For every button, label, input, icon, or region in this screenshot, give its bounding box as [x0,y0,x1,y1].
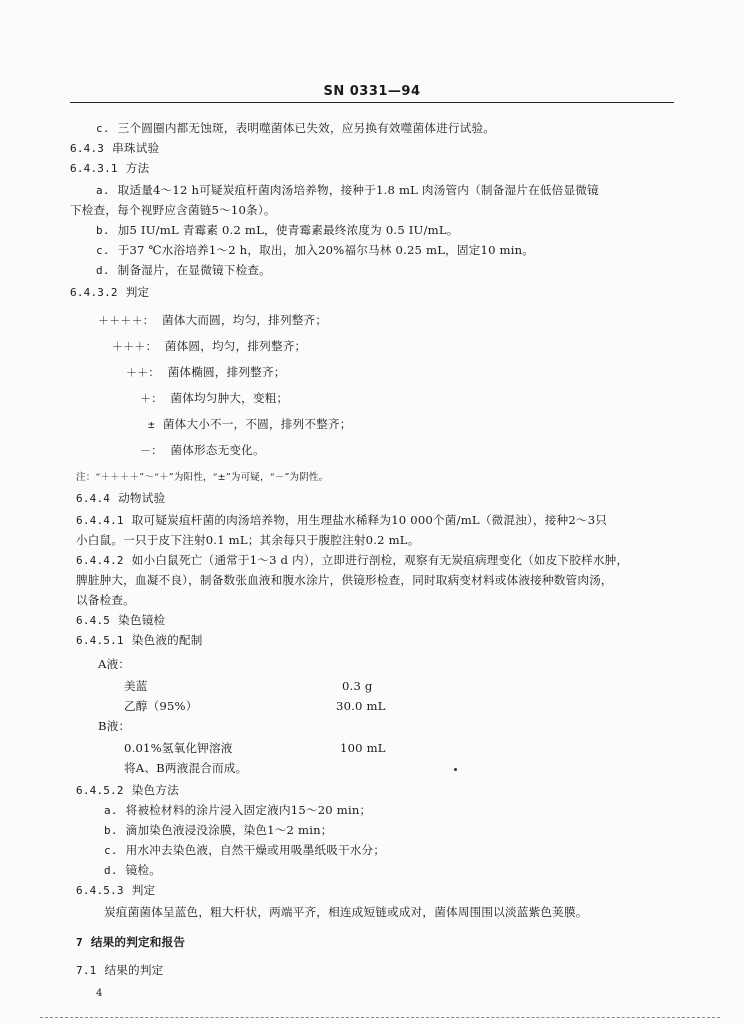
note: 注：“＋＋＋＋”～“＋”为阳性，“±”为可疑，“－”为阴性。 [76,472,329,483]
line-35: 6.4.5.3 判定 [76,883,156,897]
speck-mark [454,768,457,771]
line-12: ＋： 菌体均匀肿大，变粗； [140,391,289,405]
solution-b-label: B液： [98,719,131,733]
line-4: 下检查，每个视野应含菌链5～10条）。 [70,203,276,217]
scan-edge [40,1017,720,1018]
line-31: a. 将被检材料的涂片浸入固定液内15～20 min； [104,803,372,817]
line-14: －： 菌体形态无变化。 [140,443,265,457]
ingredient-amount: 0.3 g [342,679,373,693]
line-17: 6.4.4.1 取可疑炭疽杆菌的肉汤培养物，用生理盐水稀释为10 000个菌/mL（微混浊），接种2～3只 [76,513,608,527]
header-rule [70,102,674,103]
solution-a-label: A液： [98,657,131,671]
line-30: 6.4.5.2 染色方法 [76,783,179,797]
line-1: 6.4.3 串珠试验 [70,141,160,155]
line-6: c. 于37 ℃水浴培养1～2 h，取出，加入20%福尔马林 0.25 mL，固定10 min。 [96,243,535,257]
line-34: d. 镜检。 [104,863,162,877]
line-18: 小白鼠。一只于皮下注射0.1 mL；其余每只于腹腔注射0.2 mL。 [76,533,420,547]
ingredient-name: 乙醇（95%） [124,699,198,713]
line-8: 6.4.3.2 判定 [70,285,150,299]
line-10: ＋＋＋： 菌体圆，均匀，排列整齐； [112,339,307,353]
section-heading: 7 结果的判定和报告 [76,935,186,949]
line-9: ＋＋＋＋： 菌体大而圆，均匀，排列整齐； [98,313,328,327]
line-0: c. 三个圆圈内都无蚀斑，表明噬菌体已失效，应另换有效噬菌体进行试验。 [96,121,496,135]
ingredient-amount: 100 mL [340,741,386,755]
line-3: a. 取适量4～12 h可疑炭疽杆菌肉汤培养物，接种于1.8 mL 肉汤管内（制备湿片在低倍显微镜 [96,183,599,197]
ingredient-name: 0.01%氢氧化钾溶液 [124,741,233,755]
line-20: 脾脏肿大，血凝不良），制备数张血液和腹水涂片，供镜形检查，同时取病变材料或体液接种数管肉汤， [76,573,613,587]
line-11: ＋＋： 菌体椭圆，排列整齐； [126,365,286,379]
line-21: 以备检查。 [76,593,135,607]
line-32: b. 滴加染色液浸没涂膜，染色1～2 min； [104,823,333,837]
line-33: c. 用水冲去染色液，自然干燥或用吸墨纸吸干水分； [104,843,386,857]
line-38: 7.1 结果的判定 [76,963,164,977]
line-2: 6.4.3.1 方法 [70,161,150,175]
line-23: 6.4.5.1 染色液的配制 [76,633,203,647]
ingredient-amount: 30.0 mL [336,699,386,713]
document-header: SN 0331—94 [323,84,421,99]
line-5: b. 加5 IU/mL 青霉素 0.2 mL，使青霉素最终浓度为 0.5 IU/mL。 [96,223,459,237]
line-22: 6.4.5 染色镜检 [76,613,166,627]
line-7: d. 制备湿片，在显微镜下检查。 [96,263,271,277]
mix-note: 将A、B两液混合而成。 [124,761,248,775]
line-16: 6.4.4 动物试验 [76,491,166,505]
line-13: ± 菌体大小不一，不圆，排列不整齐； [148,417,352,431]
page-number: 4 [96,988,103,999]
line-36: 炭疽菌菌体呈蓝色，粗大杆状，两端平齐，相连成短链或成对，菌体周围围以淡蓝紫色荚膜。 [104,905,588,919]
line-19: 6.4.4.2 如小白鼠死亡（通常于1～3 d 内），立即进行剖检，观察有无炭疽病理变化（如皮下胶样水肿， [76,553,629,567]
ingredient-name: 美蓝 [124,679,148,693]
